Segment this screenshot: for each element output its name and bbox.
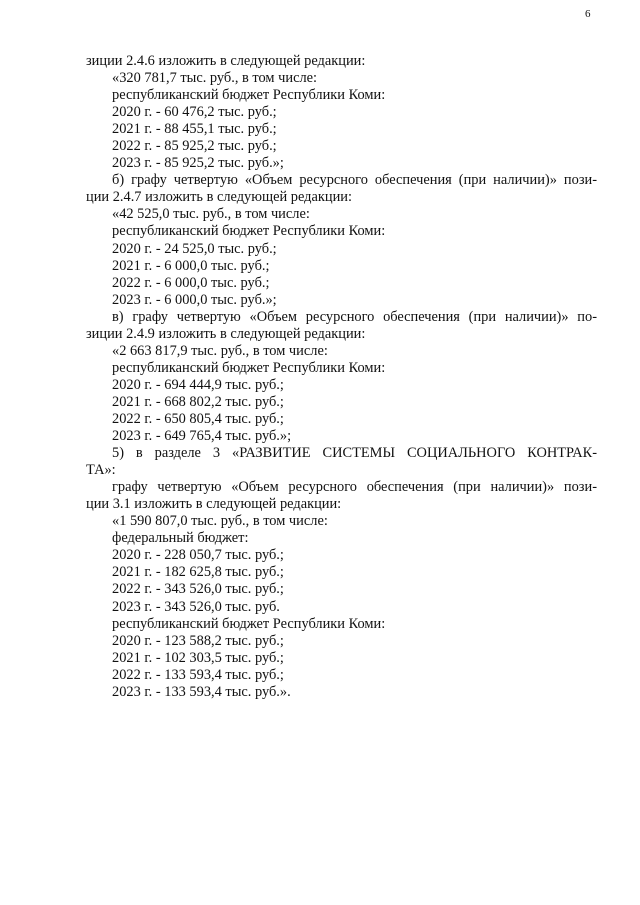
text-line: 2021 г. - 102 303,5 тыс. руб.; [112, 649, 284, 666]
text-line: 2021 г. - 88 455,1 тыс. руб.; [112, 121, 277, 138]
text-line: республиканский бюджет Республики Коми: [112, 359, 386, 376]
text-line: 2023 г. - 649 765,4 тыс. руб.»; [112, 428, 292, 445]
text-line: 2020 г. - 24 525,0 тыс. руб.; [112, 240, 277, 257]
text-line: ТА»: [86, 462, 116, 479]
text-line: 2022 г. - 6 000,0 тыс. руб.; [112, 274, 270, 291]
text-line: б) графу четвертую «Объем ресурсного обеспечения (при наличии)» пози- [112, 172, 597, 189]
text-line: 5) в разделе 3 «РАЗВИТИЕ СИСТЕМЫ СОЦИАЛЬНОГО КОНТРАК- [112, 445, 597, 462]
text-line: республиканский бюджет Республики Коми: [112, 615, 386, 632]
text-line: 2023 г. - 85 925,2 тыс. руб.»; [112, 155, 284, 172]
text-line: ции 3.1 изложить в следующей редакции: [86, 496, 342, 513]
document-body [86, 53, 597, 701]
text-line: «320 781,7 тыс. руб., в том числе: [112, 70, 318, 87]
text-line: 2022 г. - 85 925,2 тыс. руб.; [112, 138, 277, 155]
text-line: 2020 г. - 694 444,9 тыс. руб.; [112, 376, 284, 393]
text-line: «1 590 807,0 тыс. руб., в том числе: [112, 513, 328, 530]
text-line: федеральный бюджет: [112, 530, 249, 547]
text-line: 2022 г. - 650 805,4 тыс. руб.; [112, 410, 284, 427]
text-line: 2023 г. - 6 000,0 тыс. руб.»; [112, 291, 277, 308]
text-line: 2023 г. - 133 593,4 тыс. руб.». [112, 683, 291, 700]
text-line: 2021 г. - 668 802,2 тыс. руб.; [112, 393, 284, 410]
text-line: «42 525,0 тыс. руб., в том числе: [112, 206, 310, 223]
text-line: ции 2.4.7 изложить в следующей редакции: [86, 189, 352, 206]
text-line: 2021 г. - 182 625,8 тыс. руб.; [112, 564, 284, 581]
text-line: графу четвертую «Объем ресурсного обеспечения (при наличии)» пози- [112, 479, 597, 496]
text-line: зиции 2.4.6 изложить в следующей редакции: [86, 53, 366, 69]
text-line: «2 663 817,9 тыс. руб., в том числе: [112, 342, 328, 359]
text-line: республиканский бюджет Республики Коми: [112, 87, 386, 104]
text-line: республиканский бюджет Республики Коми: [112, 223, 386, 240]
text-line: в) графу четвертую «Объем ресурсного обеспечения (при наличии)» по- [112, 308, 597, 325]
text-line: 2023 г. - 343 526,0 тыс. руб. [112, 598, 280, 615]
page-number: 6 [585, 8, 591, 20]
text-line: 2021 г. - 6 000,0 тыс. руб.; [112, 257, 270, 274]
text-line: 2020 г. - 123 588,2 тыс. руб.; [112, 632, 284, 649]
text-line: 2020 г. - 60 476,2 тыс. руб.; [112, 104, 277, 121]
text-line: 2022 г. - 343 526,0 тыс. руб.; [112, 581, 284, 598]
text-line: 2020 г. - 228 050,7 тыс. руб.; [112, 547, 284, 564]
text-line: 2022 г. - 133 593,4 тыс. руб.; [112, 666, 284, 683]
text-line: зиции 2.4.9 изложить в следующей редакции: [86, 325, 366, 342]
